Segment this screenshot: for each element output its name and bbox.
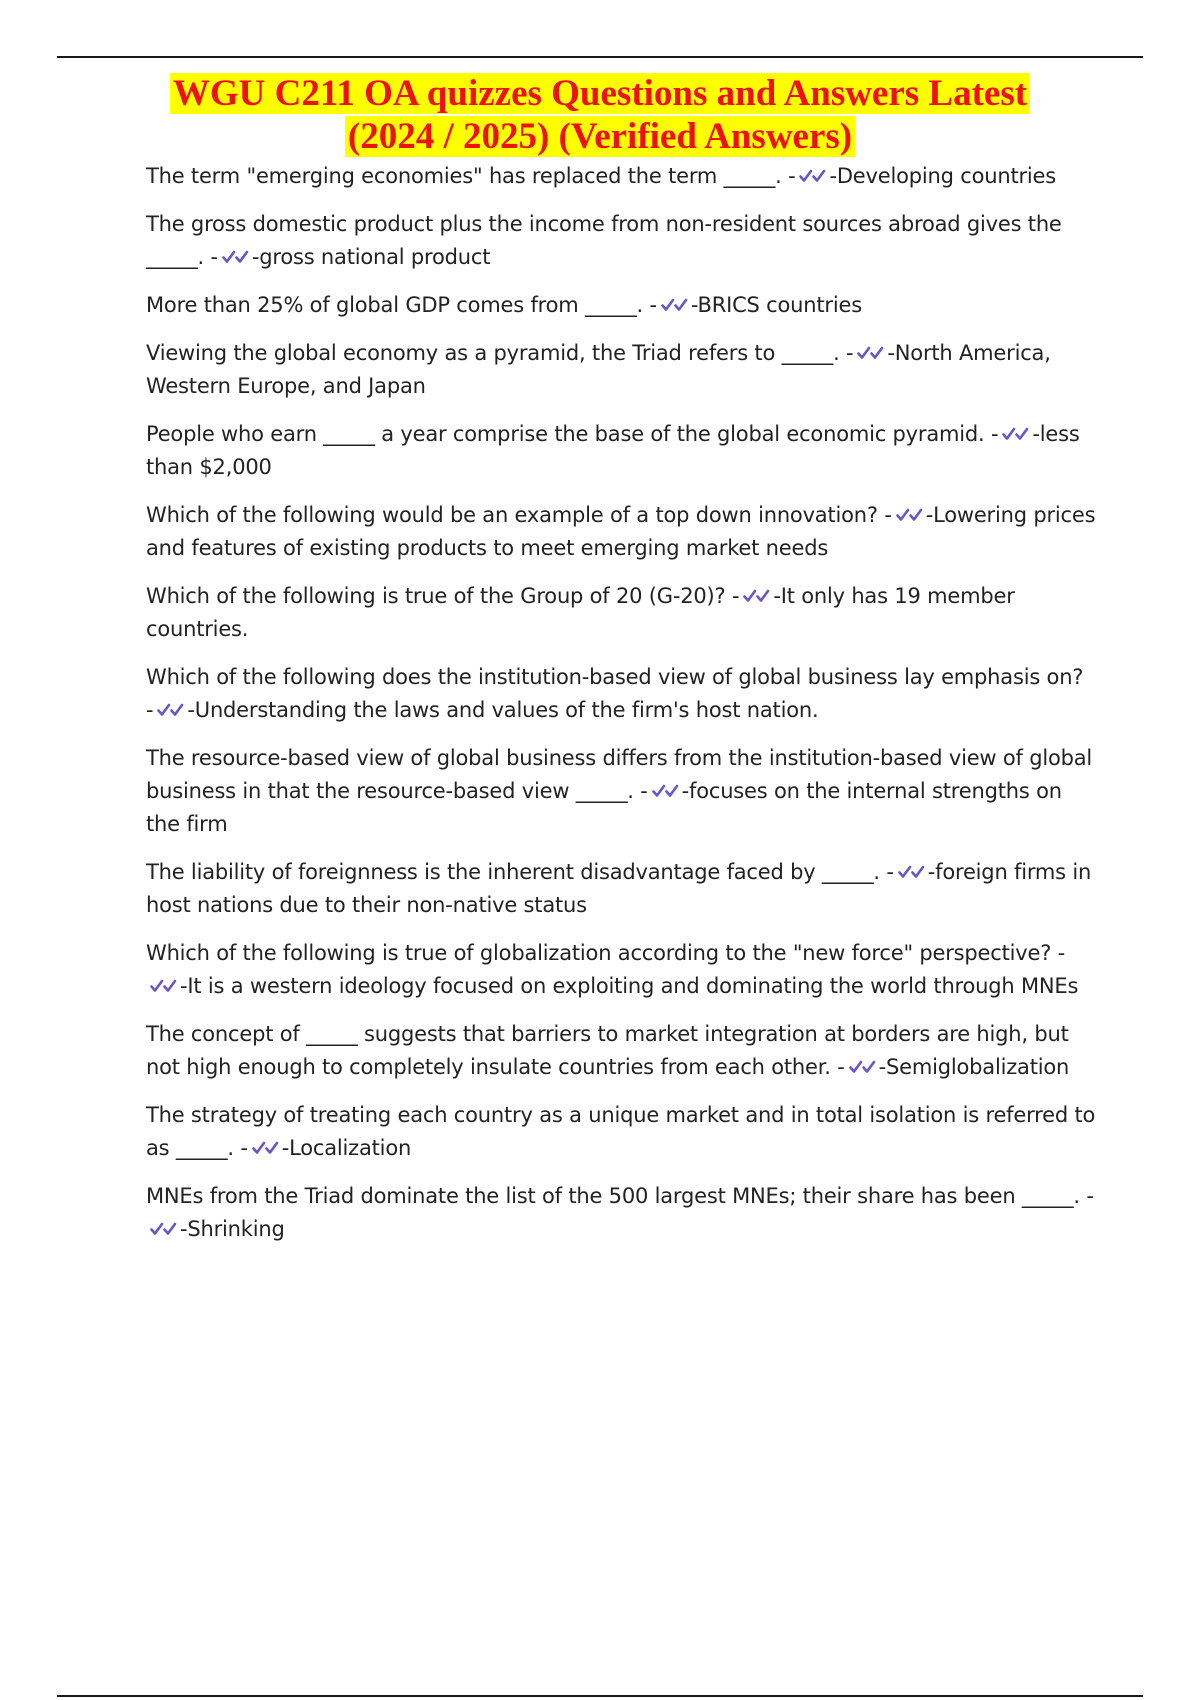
question-text: Which of the following is true of globalization according to the "new force" perspective? - [146, 941, 1066, 965]
answer-text: -Shrinking [180, 1217, 285, 1241]
question-text: Which of the following is true of the Group of 20 (G-20)? - [146, 584, 740, 608]
qa-item [146, 160, 1096, 193]
question-text: MNEs from the Triad dominate the list of the 500 largest MNEs; their share has been _____. - [146, 1184, 1094, 1208]
answer-text: -Semiglobalization [878, 1055, 1070, 1079]
question-text: The strategy of treating each country as a unique market and in total isolation is referred to as _____. - [146, 1103, 1096, 1160]
double-check-icon [222, 247, 249, 267]
answer-text: -Understanding the laws and values of the firm's host nation. [187, 698, 819, 722]
double-check-icon [849, 1057, 876, 1077]
question-text: The concept of _____ suggests that barriers to market integration at borders are high, but not high enough to completely insulate countries from each other. - [146, 1022, 1069, 1079]
double-check-icon [898, 862, 925, 882]
answer-text: -gross national product [251, 245, 491, 269]
title-line-2: (2024 / 2025) (Verified Answers) [345, 116, 855, 157]
question-text: The resource-based view of global business differs from the institution-based view of global business in that the resource-based view _____. - [146, 746, 1093, 803]
question-text: The gross domestic product plus the income from non-resident sources abroad gives the _____. - [146, 212, 1062, 269]
qa-item [146, 742, 1096, 841]
double-check-icon [799, 166, 826, 186]
qa-item [146, 1180, 1096, 1246]
document-title [0, 72, 1200, 158]
qa-item [146, 499, 1096, 565]
answer-text: -Lowering prices and features of existing products to meet emerging market needs [146, 503, 1096, 560]
double-check-icon [1002, 424, 1029, 444]
answer-text: -focuses on the internal strengths on the firm [146, 779, 1062, 836]
double-check-icon [150, 976, 177, 996]
qa-item [146, 1018, 1096, 1084]
double-check-icon [896, 505, 923, 525]
qa-item [146, 208, 1096, 274]
question-text: More than 25% of global GDP comes from _____. - [146, 293, 657, 317]
qa-item [146, 418, 1096, 484]
answer-text: -North America, Western Europe, and Japan [146, 341, 1051, 398]
title-line-1: WGU C211 OA quizzes Questions and Answers Latest [170, 73, 1030, 114]
answer-text: -foreign firms in host nations due to their non-native status [146, 860, 1092, 917]
qa-item [146, 856, 1096, 922]
answer-text: -It is a western ideology focused on exploiting and dominating the world through MNEs [180, 974, 1079, 998]
answer-text: -BRICS countries [690, 293, 862, 317]
bottom-rule [57, 1695, 1143, 1697]
question-text: Which of the following does the institution-based view of global business lay emphasis on? - [146, 665, 1084, 722]
qa-item [146, 661, 1096, 727]
answer-text: -Localization [281, 1136, 412, 1160]
qa-item [146, 289, 1096, 322]
double-check-icon [157, 700, 184, 720]
question-text: The term "emerging economies" has replaced the term _____. - [146, 164, 796, 188]
qa-item [146, 337, 1096, 403]
qa-item [146, 580, 1096, 646]
answer-text: -It only has 19 member countries. [146, 584, 1015, 641]
question-text: Viewing the global economy as a pyramid, the Triad refers to _____. - [146, 341, 854, 365]
double-check-icon [652, 781, 679, 801]
answer-text: -less than $2,000 [146, 422, 1080, 479]
double-check-icon [252, 1138, 279, 1158]
double-check-icon [743, 586, 770, 606]
qa-item [146, 1099, 1096, 1165]
question-text: Which of the following would be an example of a top down innovation? - [146, 503, 892, 527]
question-text: People who earn _____ a year comprise the base of the global economic pyramid. - [146, 422, 999, 446]
qa-list [146, 160, 1096, 1261]
answer-text: -Developing countries [829, 164, 1057, 188]
qa-item [146, 937, 1096, 1003]
double-check-icon [857, 343, 884, 363]
top-rule [57, 56, 1143, 58]
double-check-icon [661, 295, 688, 315]
question-text: The liability of foreignness is the inherent disadvantage faced by _____. - [146, 860, 894, 884]
double-check-icon [150, 1219, 177, 1239]
